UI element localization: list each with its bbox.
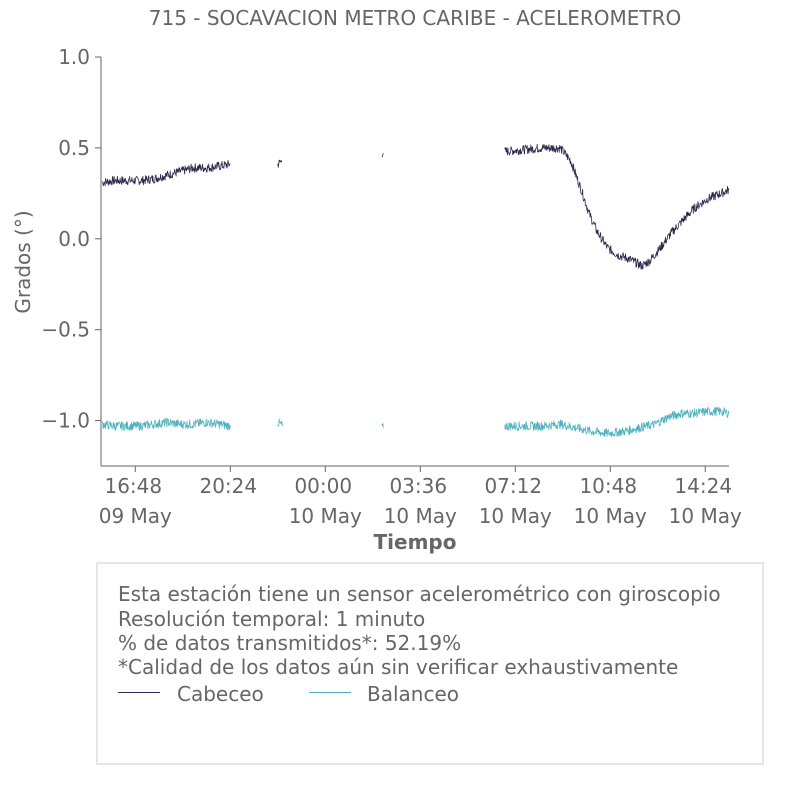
x-tick-time-label: 07:12 bbox=[484, 474, 543, 498]
y-tick-label: 0.0 bbox=[58, 226, 90, 251]
legend-balanceo-label: Balanceo bbox=[367, 682, 460, 706]
series-line-balanceo bbox=[102, 418, 230, 430]
x-tick-time-label: 03:36 bbox=[389, 474, 448, 498]
series-line-balanceo bbox=[278, 419, 283, 426]
legend-cabeceo-swatch bbox=[118, 692, 160, 693]
y-ticks bbox=[41, 45, 101, 433]
series-line-cabeceo bbox=[102, 160, 230, 185]
series-line-balanceo bbox=[382, 424, 383, 428]
x-tick-date-label: 10 May bbox=[668, 504, 742, 528]
series-line-cabeceo bbox=[382, 153, 383, 157]
y-tick-label: −0.5 bbox=[41, 317, 90, 342]
y-tick-label: 1.0 bbox=[58, 45, 90, 69]
series-group bbox=[102, 144, 729, 436]
x-tick-time-label: 16:48 bbox=[104, 474, 163, 498]
y-tick-label: −1.0 bbox=[41, 408, 90, 433]
x-ticks bbox=[99, 466, 742, 528]
x-axis-label: Tiempo bbox=[373, 530, 457, 554]
x-tick-date-label: 10 May bbox=[288, 504, 362, 528]
x-tick-date-label: 10 May bbox=[573, 504, 647, 528]
info-resolution-text: Resolución temporal: 1 minuto bbox=[118, 607, 426, 631]
y-axis-label: Grados (°) bbox=[11, 210, 35, 314]
x-tick-time-label: 14:24 bbox=[674, 474, 733, 498]
series-line-cabeceo bbox=[278, 160, 282, 167]
series-line-cabeceo bbox=[505, 144, 729, 269]
series-line-balanceo bbox=[505, 407, 729, 436]
legend-cabeceo-label: Cabeceo bbox=[177, 682, 264, 706]
info-box bbox=[96, 562, 764, 765]
x-tick-time-label: 20:24 bbox=[199, 474, 258, 498]
chart-title: 715 - SOCAVACION METRO CARIBE - ACELEROMETRO bbox=[148, 6, 682, 30]
info-transmitted-text: % de datos transmitidos*: 52.19% bbox=[118, 631, 462, 655]
info-quality-text: *Calidad de los datos aún sin verificar exhaustivamente bbox=[118, 655, 679, 679]
x-tick-date-label: 10 May bbox=[383, 504, 457, 528]
x-tick-time-label: 00:00 bbox=[294, 474, 353, 498]
x-tick-date-label: 09 May bbox=[98, 504, 172, 528]
legend-balanceo-swatch bbox=[309, 692, 351, 693]
x-tick-time-label: 10:48 bbox=[579, 474, 638, 498]
y-tick-label: 0.5 bbox=[58, 135, 90, 160]
x-tick-date-label: 10 May bbox=[478, 504, 552, 528]
info-sensor-text: Esta estación tiene un sensor acelerométrico con giroscopio bbox=[118, 582, 721, 606]
